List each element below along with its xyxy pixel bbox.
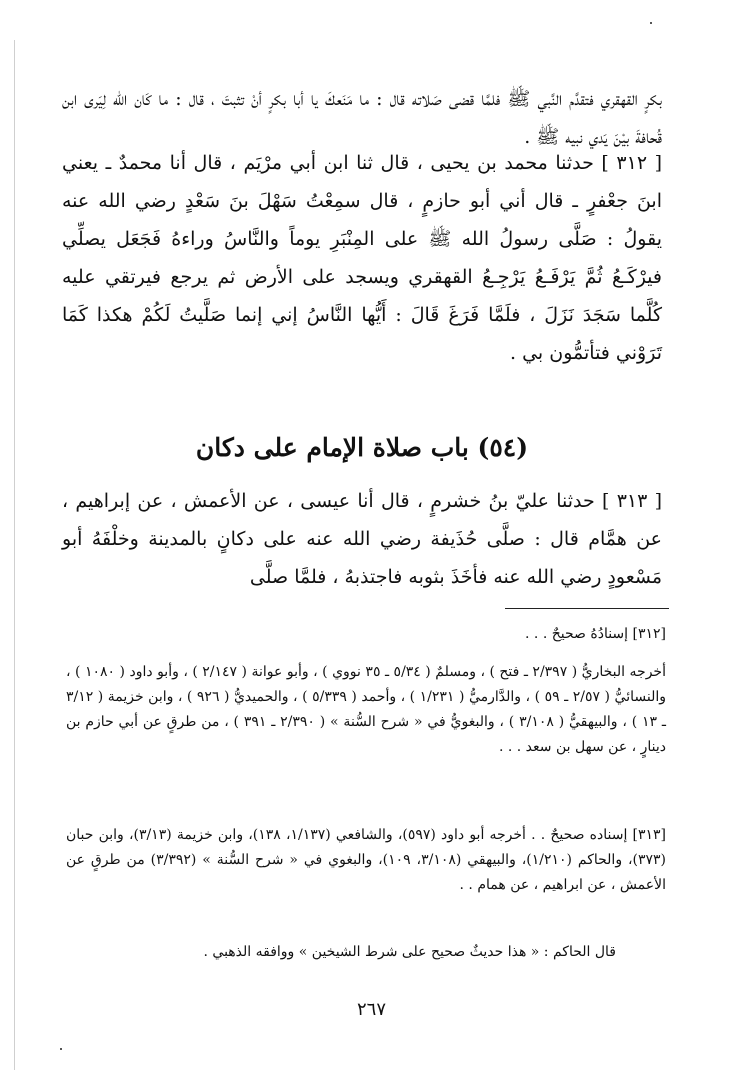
footnote-separator — [505, 608, 669, 609]
footnote-text: [٣١٣] إسناده صحيحٌ . . أخرجه أبو داود (٥٩٧)، والشافعي (١/١٣٧، ١٣٨)، وابن خزيمة (٣/١٣)، وابن حبان (٣٧٣)، والحاكم (١/٢١٠)، والبيهقي (٣/١٠٨، ١٠٩)، والبغوي في « شرح السُّنة » (٣/٣٩٢) من طرقٍ عن الأعمش ، عن ابراهيم ، عن همام . . — [66, 827, 666, 893]
continuation-paragraph: بكرٍ القهقري فتقدَّم النَّبي ﷺ فلمَّا قضى صَلاته قال : ما مَنَعكَ يا أبا بكرٍ أنْ تثبتَ ، قال : ما كَان الله لِيَرى ابن قُحافةَ بيْنَ يَدي نبيه ﷺ . — [62, 88, 662, 148]
page-number: ٢٦٧ — [356, 999, 386, 1020]
scan-speck — [650, 22, 652, 24]
footnote-text: [٣١٢] إسنادُهُ صحيحٌ . . . — [525, 626, 666, 642]
hadith-313-paragraph: [ ٣١٣ ] حدثنا عليّ بنُ خشرمٍ ، قال أنا عيسى ، عن الأعمش ، عن إبراهيم ، عن همَّام قال : صلَّى حُذَيفة رضي الله عنه على دكانٍ بالمدينة وخلْفَهُ أبو مَسْعودٍ رضي الله عنه فأخَذَ بثوبه فاجتذبهُ ، فلمَّا صلَّى — [62, 490, 663, 588]
footnote-312-body — [66, 660, 666, 760]
chapter-heading: (٥٤) باب صلاة الإمام على دكان — [195, 433, 529, 462]
hadith-312-paragraph: [ ٣١٢ ] حدثنا محمد بن يحيى ، قال ثنا ابن أبي مرْيَم ، قال أنا محمدٌ ـ يعني ابنَ جعْفرٍ ـ قال أني أبو حازمٍ ، قال سمِعْتُ سَهْلَ بنَ سَعْدٍ رضي الله عنه يقولُ : صَلَّى رسولُ الله ﷺ على المِنْبَرِ يوماً والنَّاسُ وراءهُ فَجَعَل يصلِّي فيرْكَـعُ ثُمَّ يَرْفَـعُ يَرْجِـعُ القهقري ويسجد على الأرض ثم يرجع فيرتقي عليه كُلَّما سَجَدَ نَزَلَ ، فلَمَّا فَرَغَ قَالَ : أَيُّها النَّاسُ إني إنما صَلَّيتُ لَكُمْ هكذا كَمَا تَرَوْني فتأتمُّون بي . — [62, 152, 662, 364]
footnote-text: قال الحاكم : « هذا حديثٌ صحيح على شرط الشيخين » ووافقه الذهبي . — [203, 944, 616, 960]
scan-speck — [60, 1048, 62, 1050]
hadith-312 — [62, 144, 662, 372]
scan-edge-line — [14, 40, 15, 1070]
footnote-312-heading — [66, 622, 666, 647]
footnote-313-body — [66, 823, 666, 898]
footnote-text: أخرجه البخاريُّ ( ٢/٣٩٧ ـ فتح ) ، ومسلمٌ ( ٥/٣٤ ـ ٣٥ نووي ) ، وأبو عوانة ( ٢/١٤٧ ) ، وأبو داود ( ١٠٨٠ ) ، والنسائيُّ ( ٢/٥٧ ـ ٥٩ ) ، والدَّارميُّ ( ١/٢٣١ ) ، وأحمد ( ٥/٣٣٩ ) ، والحميديُّ ( ٩٢٦ ) ، وابن خزيمة ( ٣/١٢ ـ ١٣ ) ، والبيهقيُّ ( ٣/١٠٨ ) ، والبغويُّ في « شرح السُّنة » ( ٢/٣٩٠ ـ ٣٩١ ) ، من طرقٍ عن أبي حازم بن دينارٍ ، عن سهل بن سعد . . . — [66, 664, 666, 755]
footnote-hakim-note — [66, 940, 666, 965]
hadith-313 — [62, 482, 662, 596]
